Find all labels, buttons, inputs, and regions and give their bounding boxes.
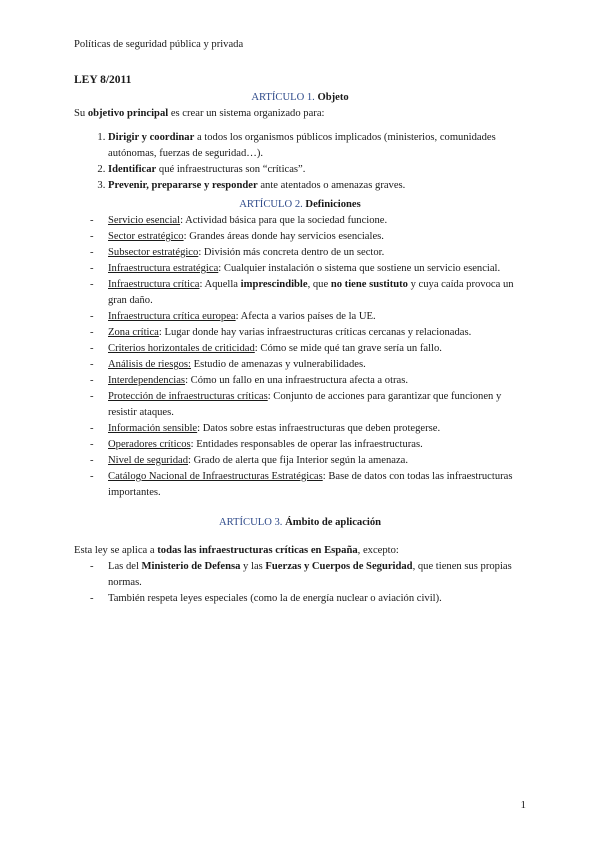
definition-term: Criterios horizontales de criticidad — [108, 343, 255, 354]
list-item — [108, 130, 526, 162]
item-bold: Dirigir y coordinar — [108, 132, 195, 143]
article-1-heading — [74, 90, 526, 106]
definition-term: Nivel de seguridad — [108, 455, 189, 466]
definition-item — [74, 357, 526, 373]
law-title: LEY 8/2011 — [74, 74, 132, 86]
article-3-number: ARTÍCULO 3. — [218, 517, 283, 528]
definition-item — [74, 325, 526, 341]
definition-item — [74, 421, 526, 437]
intro-text: , excepto: — [357, 545, 399, 556]
definition-text: , que — [307, 279, 331, 290]
exception-bold: Fuerzas y Cuerpos de Seguridad — [265, 561, 413, 572]
definition-term: Información sensible — [108, 423, 198, 434]
definition-text: : Datos sobre estas infraestructuras que deben protegerse. — [197, 423, 441, 434]
definition-item — [74, 453, 526, 469]
definition-term: Subsector estratégico — [108, 247, 199, 258]
item-bold: Identificar — [108, 164, 157, 175]
definition-item — [74, 213, 526, 229]
item-text: qué infraestructuras son “críticas”. — [156, 164, 306, 175]
item-text: a todos los organismos públicos implicados (ministerios, comunidades autónomas, fuerzas de seguridad…). — [108, 132, 496, 159]
definition-term: Zona crítica — [108, 327, 159, 338]
exceptions-list — [74, 559, 526, 607]
intro-text: Su — [74, 108, 88, 119]
article-1-title: Objeto — [317, 92, 349, 103]
intro-bold: todas las infraestructuras críticas en España — [157, 545, 358, 556]
intro-bold: objetivo principal — [87, 108, 169, 119]
definition-text: : División más concreta dentro de un sector. — [198, 247, 385, 258]
definition-item — [74, 309, 526, 325]
definition-term: Infraestructura estratégica — [108, 263, 219, 274]
definition-item — [74, 437, 526, 453]
article-3-intro — [74, 543, 526, 559]
definition-text: : Cómo un fallo en una infraestructura afecta a otras. — [185, 375, 409, 386]
definition-item — [74, 229, 526, 245]
definition-item — [74, 373, 526, 389]
definition-text: : Afecta a varios países de la UE. — [235, 311, 376, 322]
definition-text: : Lugar donde hay varias infraestructuras críticas cercanas y relacionadas. — [158, 327, 472, 338]
exception-item — [74, 559, 526, 591]
definition-term: Protección de infraestructuras críticas — [108, 391, 268, 402]
exception-text: , que tienen sus propias normas. — [108, 561, 512, 588]
definition-text: : Conjunto de acciones para garantizar que funcionen y resistir ataques. — [108, 391, 502, 418]
exception-text: y las — [240, 561, 266, 572]
definition-term: Servicio esencial — [108, 215, 181, 226]
article-2-title: Definiciones — [305, 199, 361, 210]
definition-text: : Aquella — [199, 279, 241, 290]
exception-item — [74, 591, 526, 607]
article-1-intro — [74, 106, 526, 122]
definition-term: Catálogo Nacional de Infraestructuras Estratégicas — [108, 471, 323, 482]
definition-item — [74, 389, 526, 421]
definitions-list — [74, 213, 526, 501]
list-item — [108, 178, 526, 194]
definition-term: Sector estratégico — [108, 231, 184, 242]
page-number: 1 — [520, 799, 526, 811]
definition-item — [74, 245, 526, 261]
definition-text: Estudio de amenazas y vulnerabilidades. — [190, 359, 366, 370]
article-1-number: ARTÍCULO 1. — [251, 92, 315, 103]
exception-text: Las del — [108, 561, 142, 572]
intro-text: es crear un sistema organizado para: — [168, 108, 325, 119]
definition-item — [74, 277, 526, 309]
definition-bold: no tiene sustituto — [330, 279, 408, 290]
article-3-title: Ámbito de aplicación — [285, 517, 382, 528]
definition-text: y cuya caída provoca un gran daño. — [108, 279, 514, 306]
definition-text: : Actividad básica para que la sociedad funcione. — [180, 215, 388, 226]
definition-text: : Base de datos con todas las infraestructuras importantes. — [108, 471, 513, 498]
item-text: ante atentados o amenazas graves. — [257, 180, 406, 191]
definition-text: : Grandes áreas donde hay servicios esenciales. — [183, 231, 384, 242]
item-bold: Prevenir, prepararse y responder — [108, 180, 258, 191]
article-3-heading — [74, 515, 526, 531]
definition-item — [74, 261, 526, 277]
definition-text: : Cómo se mide qué tan grave sería un fallo. — [254, 343, 442, 354]
definition-term: Infraestructura crítica europea — [108, 311, 236, 322]
definition-term: Interdependencias — [108, 375, 186, 386]
article-2-heading — [74, 197, 526, 213]
definition-term: Operadores críticos — [108, 439, 191, 450]
exception-bold: Ministerio de Defensa — [141, 561, 241, 572]
article-1-list — [74, 130, 526, 194]
definition-item — [74, 469, 526, 501]
list-item — [108, 162, 526, 178]
page-header: Políticas de seguridad pública y privada — [74, 39, 244, 50]
intro-text: Esta ley se aplica a — [74, 545, 158, 556]
definition-text: : Grado de alerta que fija Interior según la amenaza. — [188, 455, 409, 466]
definition-bold: imprescindible — [240, 279, 308, 290]
article-2-number: ARTÍCULO 2. — [239, 199, 303, 210]
definition-item — [74, 341, 526, 357]
definition-text: : Entidades responsables de operar las infraestructuras. — [190, 439, 423, 450]
definition-text: : Cualquier instalación o sistema que sostiene un servicio esencial. — [218, 263, 501, 274]
exception-text: También respeta leyes especiales (como la de energía nuclear o aviación civil). — [108, 593, 442, 604]
definition-term: Análisis de riesgos: — [108, 359, 191, 370]
document-body — [74, 72, 526, 607]
definition-term: Infraestructura crítica — [108, 279, 200, 290]
